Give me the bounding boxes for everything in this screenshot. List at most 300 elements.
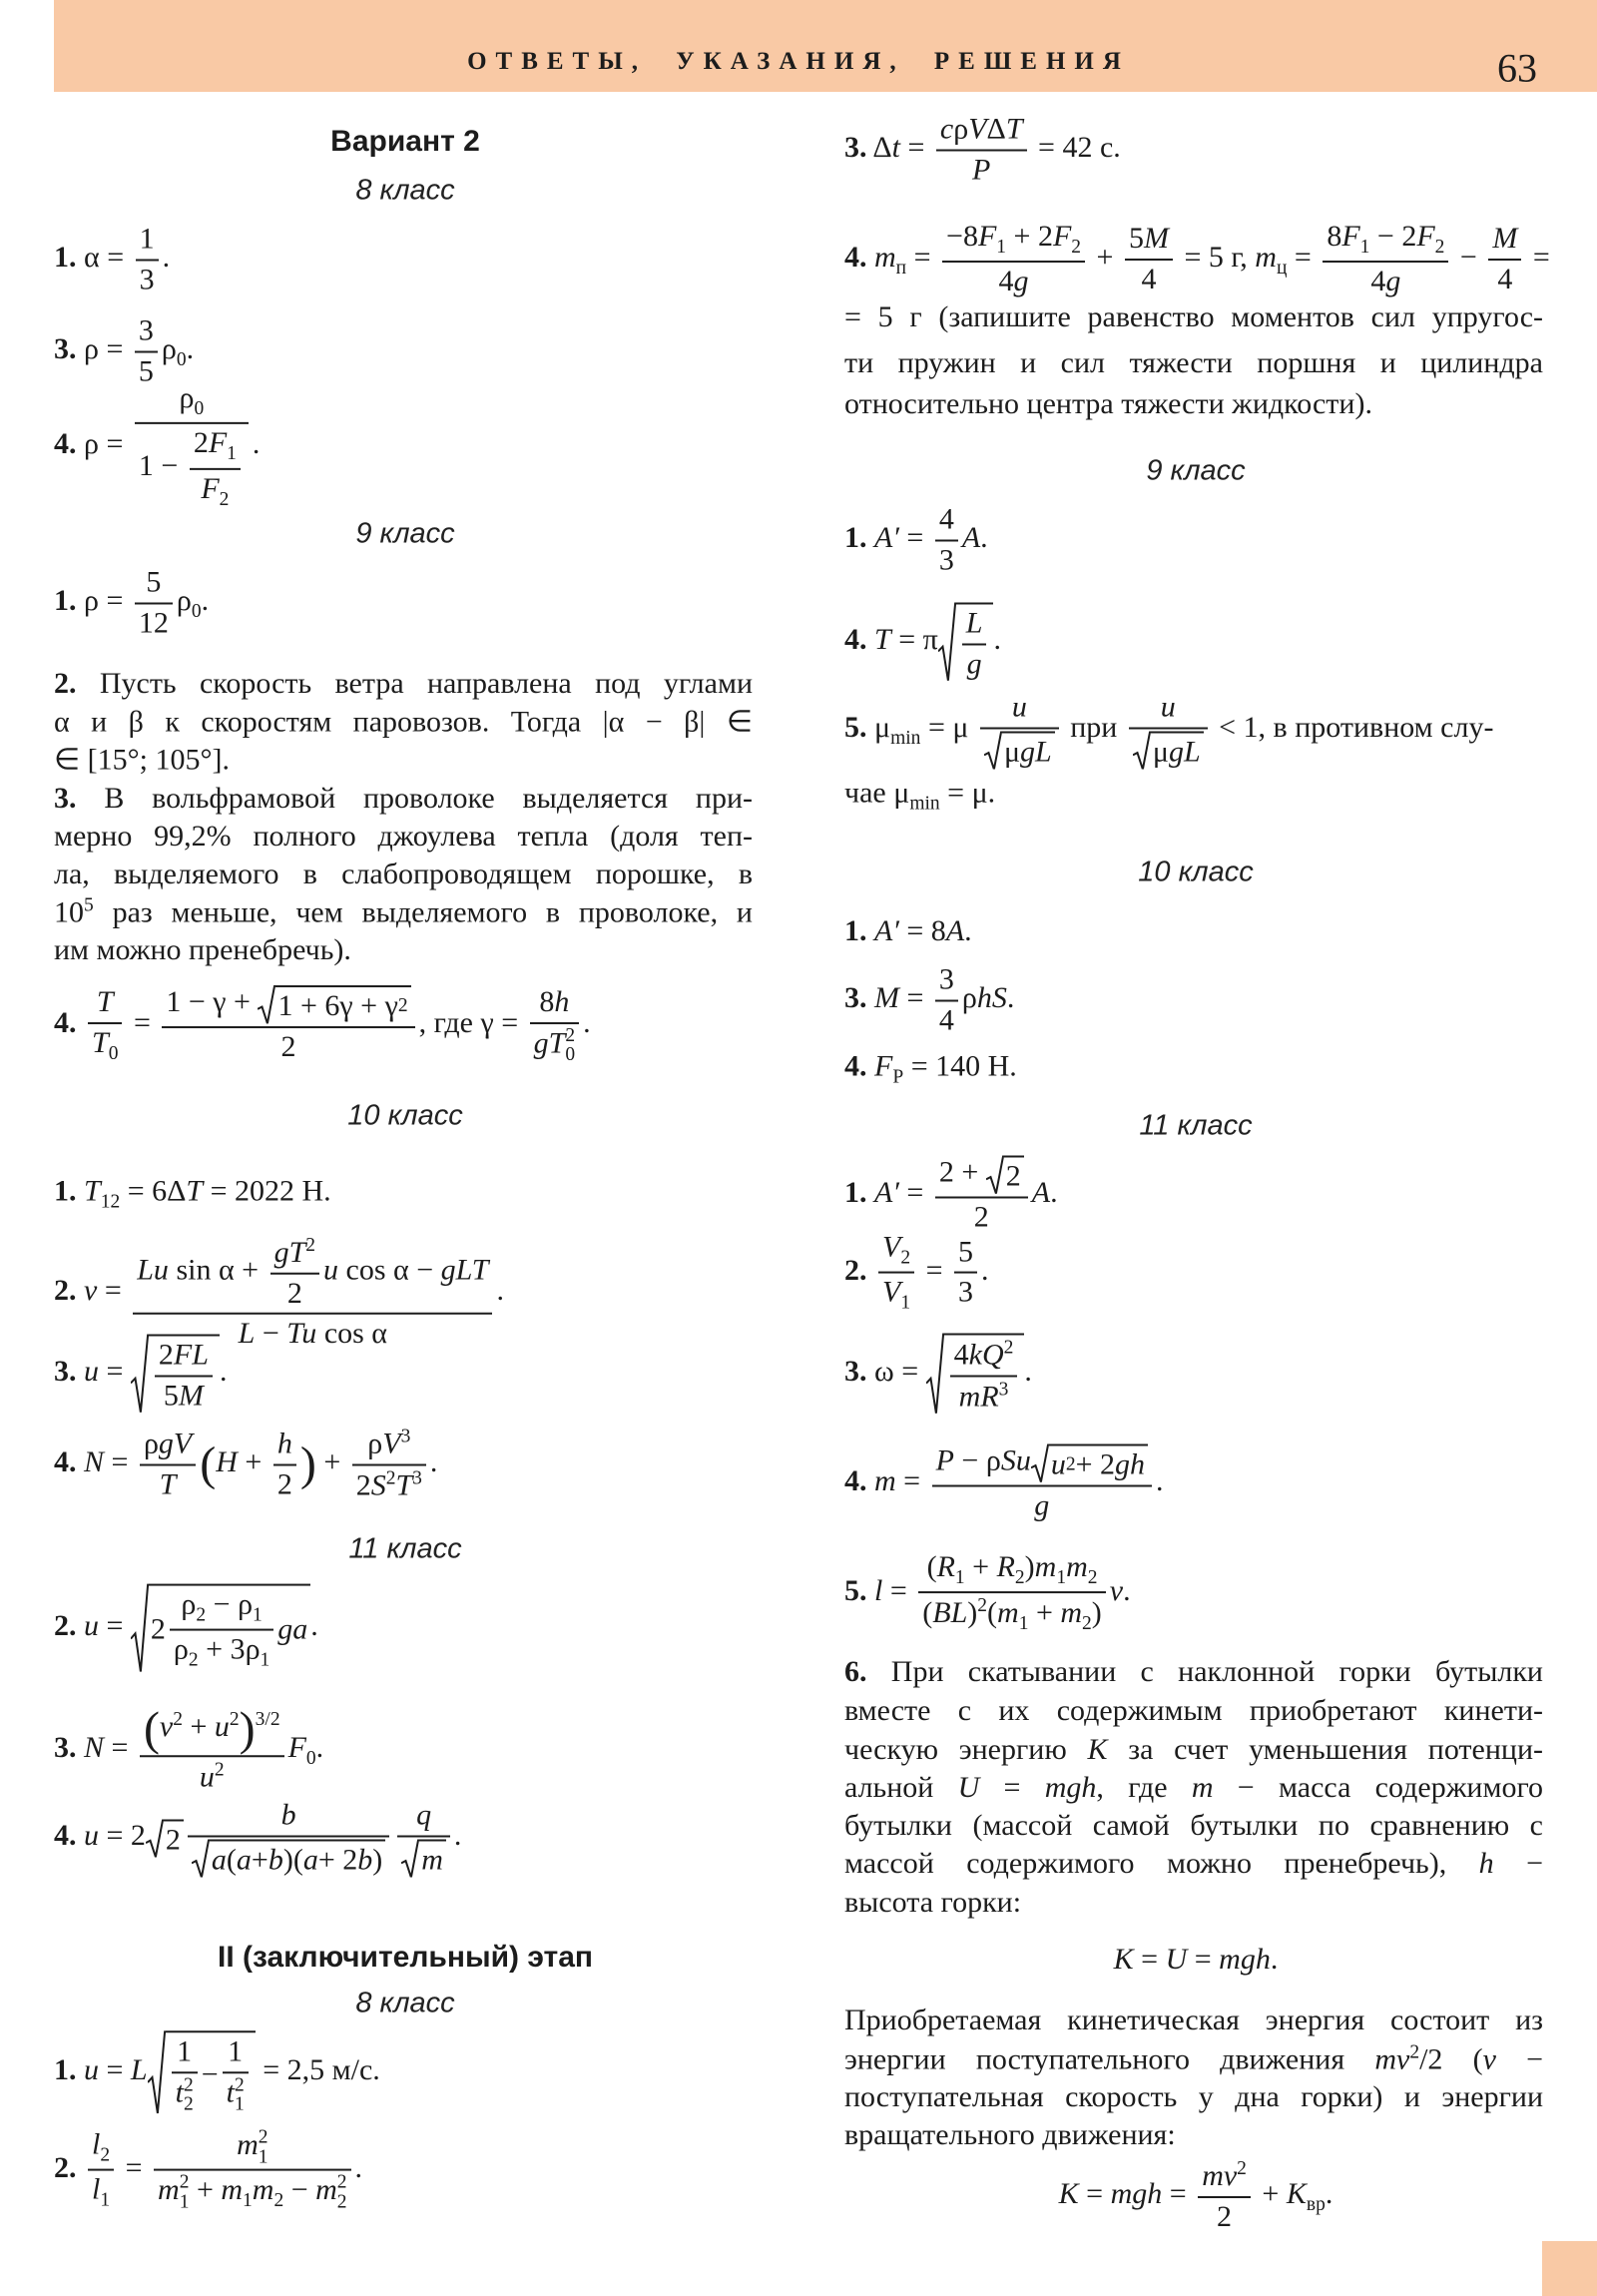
radical-sign-icon	[192, 1839, 210, 1878]
math-variable: K	[1087, 1733, 1108, 1766]
subscript: 2	[183, 2093, 194, 2115]
math-text: ρ	[161, 331, 177, 365]
math-variable: A	[1031, 1175, 1051, 1209]
numerator	[133, 1235, 492, 1315]
radical-sign-icon	[938, 603, 956, 682]
math-text: cos α	[316, 1316, 388, 1350]
math-text: =	[906, 240, 939, 274]
math-text: + 3ρ	[198, 1633, 261, 1666]
math-text: )	[967, 1596, 978, 1630]
denominator	[1323, 263, 1448, 299]
math-text	[77, 1819, 85, 1852]
math-text: .	[1155, 1463, 1164, 1497]
math-text: +	[251, 1843, 268, 1876]
math-variable: mv	[1374, 2042, 1410, 2076]
math-text: + 2	[317, 1843, 358, 1876]
numerator	[954, 1236, 977, 1275]
text-line	[844, 1655, 1543, 1689]
stage-title: II (заключительный) этап	[217, 1941, 594, 1974]
math-text: 3	[138, 313, 154, 347]
math-variable: T	[92, 1025, 109, 1059]
subscript: вр	[1306, 2193, 1326, 2215]
numerator	[936, 113, 1027, 152]
math-variable: Tu	[286, 1316, 317, 1350]
superscript: 2	[1409, 2041, 1420, 2063]
math-text: 2	[355, 1468, 371, 1501]
answer	[844, 1334, 1032, 1415]
item-number: 5.	[844, 1573, 867, 1607]
item-number: 1.	[54, 1174, 77, 1208]
denominator	[980, 729, 1059, 770]
math-text: ла, выделяемого в слабопроводящем порошке, в	[54, 858, 753, 890]
math-text: 4	[938, 502, 954, 536]
math-variable: l	[874, 1573, 883, 1607]
numerator	[188, 1799, 389, 1838]
math-text: бутылки (массой самой бутылки по сравнению с	[844, 1809, 1543, 1842]
math-text: =	[1187, 1943, 1220, 1976]
math-text: = μ.	[939, 776, 996, 810]
math-text: .	[1270, 1943, 1279, 1976]
math-text: .	[496, 1273, 504, 1307]
grade-heading: 11 класс	[1139, 1109, 1253, 1142]
fraction	[140, 1428, 196, 1502]
math-text: .	[980, 520, 988, 554]
denominator	[1198, 2198, 1251, 2235]
square-root	[148, 2030, 256, 2114]
math-text	[77, 1006, 85, 1039]
radical-sign-icon	[148, 2030, 166, 2114]
math-text: =	[104, 1444, 136, 1478]
math-text: 12	[138, 606, 169, 639]
math-variable: R	[936, 1550, 955, 1584]
denominator	[270, 1274, 319, 1311]
math-text: 1	[228, 2034, 244, 2068]
math-text: ω =	[866, 1354, 926, 1388]
answer	[54, 1584, 318, 1673]
math-variable: N	[84, 1730, 105, 1764]
square-root	[146, 1819, 184, 1857]
numerator	[140, 1428, 196, 1466]
math-text: = 140 Н.	[903, 1049, 1017, 1083]
subscript: 1	[1056, 1567, 1067, 1589]
math-text: 1 − γ +	[166, 985, 259, 1019]
denominator	[1129, 729, 1208, 770]
math-variable: m	[1060, 1596, 1083, 1630]
radicand	[166, 2030, 256, 2114]
math-text: +	[315, 1444, 348, 1478]
math-variable: T	[84, 1174, 101, 1208]
superscript: 2	[179, 2171, 190, 2193]
math-text: 2	[1005, 1159, 1021, 1193]
subscript: 1	[1359, 237, 1370, 259]
math-text: мерно 99,2% полного джоулева тепла (доля теп-	[54, 820, 753, 853]
answer	[54, 223, 170, 297]
fraction	[162, 985, 414, 1064]
numerator	[135, 314, 158, 353]
math-text: 2	[276, 1467, 292, 1500]
math-text: ρ	[176, 583, 192, 617]
square-root	[926, 1334, 1025, 1415]
numerator	[172, 2034, 198, 2073]
math-text: )	[372, 1843, 383, 1876]
math-variable: P	[935, 1443, 954, 1477]
numerator	[942, 220, 1085, 263]
item-number: 4.	[844, 240, 867, 274]
square-root	[984, 731, 1055, 770]
math-text: .	[583, 1005, 591, 1039]
numerator	[223, 2034, 249, 2073]
math-text: высота горки:	[844, 1886, 1022, 1919]
subscript: 0	[108, 1042, 119, 1064]
sub-superscript	[180, 2173, 190, 2212]
fraction	[88, 2128, 114, 2213]
numerator	[950, 1338, 1018, 1378]
math-variable: T	[874, 622, 891, 656]
math-text: 2	[973, 1200, 989, 1233]
fraction	[270, 1235, 319, 1311]
math-text: = 42 с.	[1030, 130, 1121, 164]
math-text: = 6Δ	[120, 1174, 187, 1208]
math-variable: BL	[932, 1596, 968, 1630]
superscript: 2	[385, 1467, 396, 1488]
math-text: .	[964, 914, 972, 947]
math-text: (	[922, 1596, 933, 1630]
fraction	[918, 1550, 1106, 1636]
math-text: 1	[177, 2034, 193, 2068]
math-text: =	[898, 1175, 931, 1209]
subscript: 0	[305, 1747, 316, 1769]
numerator	[1198, 2158, 1251, 2198]
math-text: =	[126, 1005, 159, 1039]
math-text: −	[255, 1316, 287, 1350]
math-text: = 5 г (запишите равенство моментов сил упругос-	[844, 300, 1543, 333]
math-variable: V	[382, 1427, 401, 1460]
answer	[54, 1702, 324, 1795]
sub-superscript	[184, 2075, 194, 2114]
answer	[844, 1550, 1131, 1636]
math-variable: h	[554, 985, 570, 1019]
fraction	[935, 963, 958, 1038]
math-variable: t	[226, 2075, 235, 2109]
fraction	[155, 1339, 213, 1414]
text-line	[844, 387, 1543, 421]
subscript: 1	[253, 1604, 263, 1626]
math-text: Δ	[986, 112, 1006, 146]
numerator	[397, 1799, 450, 1838]
fraction	[1198, 2158, 1251, 2234]
radicand	[1004, 1156, 1024, 1195]
math-text: =	[1287, 240, 1320, 274]
numerator	[935, 503, 958, 542]
math-variable: v	[159, 1710, 174, 1744]
math-variable: M	[178, 1379, 204, 1412]
text-line	[844, 2042, 1543, 2077]
denominator	[135, 604, 173, 641]
denominator	[162, 1028, 414, 1065]
square-root	[938, 603, 994, 682]
denominator	[950, 1377, 1018, 1415]
grade-heading: 11 класс	[348, 1532, 462, 1565]
math-variable: u	[84, 2052, 99, 2086]
item-number: 3.	[844, 130, 867, 164]
item-number: 1.	[844, 520, 867, 554]
math-variable: u	[1160, 690, 1176, 724]
math-variable: kQ	[968, 1338, 1004, 1372]
math-variable: Su	[1000, 1443, 1031, 1477]
math-text: =	[895, 1463, 928, 1497]
grade-heading: 9 класс	[355, 517, 455, 550]
item-number: 3.	[54, 331, 77, 365]
math-variable: hS	[976, 980, 1007, 1014]
numerator	[962, 607, 987, 646]
answer	[844, 113, 1121, 188]
math-text: поступательная скорость у дна горки) и энергии	[844, 2080, 1543, 2113]
grade-heading: 8 класс	[355, 174, 455, 207]
math-variable: h	[276, 1427, 292, 1460]
numerator	[273, 1428, 296, 1466]
item-number: 2.	[844, 1253, 867, 1287]
math-variable: F	[1052, 220, 1072, 254]
subscript: 1	[1018, 1613, 1029, 1635]
radicand	[275, 985, 410, 1024]
math-variable: A′	[874, 914, 899, 947]
math-text: − 2	[1369, 220, 1417, 254]
superscript: 2	[214, 1759, 225, 1781]
math-text: −	[201, 2057, 219, 2090]
math-variable: b	[267, 1843, 283, 1876]
text-line	[844, 2080, 1543, 2114]
math-variable: u	[84, 1354, 99, 1388]
math-variable: N	[84, 1444, 105, 1478]
subscript: 2	[1087, 1567, 1098, 1589]
numerator	[170, 1588, 273, 1631]
square-root	[986, 1156, 1024, 1195]
answer	[54, 2128, 362, 2213]
radicand	[956, 603, 994, 682]
math-text: − масса содержимого	[1213, 1771, 1544, 1804]
math-text: −	[1493, 1847, 1543, 1880]
fraction	[530, 985, 579, 1065]
fraction	[170, 1588, 273, 1673]
subscript: 1	[179, 2191, 190, 2213]
math-text: .	[1123, 1573, 1131, 1607]
math-text	[867, 623, 875, 656]
denominator	[530, 1024, 579, 1065]
numerator	[136, 223, 159, 262]
math-text: при	[1062, 710, 1125, 744]
subscript: 2	[336, 2191, 347, 2213]
math-variable: mgh	[1110, 2176, 1163, 2210]
item-number: 4.	[844, 1049, 867, 1083]
subscript: 0	[194, 397, 205, 419]
math-text: При скатывании с наклонной горки бутылки	[866, 1655, 1543, 1688]
text-line	[844, 1809, 1543, 1843]
subscript: 1	[243, 2189, 253, 2211]
math-text: =	[99, 2052, 131, 2086]
big-parenthesis: )	[299, 1437, 316, 1490]
denominator	[962, 645, 987, 682]
numerator	[88, 2128, 114, 2171]
math-text: −	[283, 2172, 316, 2206]
text-line	[844, 300, 1543, 334]
text-line	[844, 1847, 1543, 1881]
text-line	[54, 933, 753, 967]
radicand	[419, 1839, 446, 1878]
radicand	[164, 1819, 184, 1857]
math-variable: FL	[173, 1338, 209, 1372]
math-variable: m	[1066, 1550, 1088, 1584]
sub-superscript	[337, 2173, 347, 2212]
square-root	[192, 1839, 385, 1878]
math-text	[867, 1574, 875, 1607]
fraction	[1125, 222, 1173, 296]
fraction	[154, 2128, 351, 2213]
math-text: за счет уменьшения потенци-	[1107, 1733, 1543, 1766]
math-text: вместе с их содержимым приобретают кинети-	[844, 1694, 1543, 1727]
math-variable: F	[208, 426, 228, 460]
math-variable: gL	[1168, 735, 1201, 768]
denominator	[88, 1024, 122, 1065]
math-text: (	[987, 1596, 998, 1630]
subscript: 2	[273, 2189, 284, 2211]
superscript: 3	[412, 1467, 422, 1488]
math-text: .	[1050, 1175, 1058, 1209]
math-variable: l	[92, 2173, 101, 2206]
math-text: = 2022 Н.	[203, 1174, 331, 1208]
fraction	[135, 381, 249, 511]
fraction	[1129, 691, 1208, 770]
radical-sign-icon	[146, 1819, 164, 1857]
math-variable: m	[315, 2172, 337, 2206]
math-text: 8	[1327, 220, 1342, 254]
math-text: α и β к скоростям паровозов. Тогда |α − β| ∈	[54, 705, 753, 739]
item-number: 1.	[844, 914, 867, 947]
fraction	[190, 426, 241, 511]
math-variable: L	[965, 606, 983, 640]
math-text: +	[1254, 2176, 1287, 2210]
math-variable: m	[874, 240, 896, 274]
math-variable: P	[972, 153, 991, 186]
fraction	[273, 1428, 296, 1502]
item-number: 4.	[54, 426, 77, 460]
item-number: 3.	[54, 1354, 77, 1388]
numerator	[352, 1427, 426, 1466]
superscript: 5	[84, 894, 94, 916]
math-variable: m	[158, 2172, 180, 2206]
denominator	[935, 1001, 958, 1038]
denominator	[154, 2171, 351, 2213]
math-variable: g	[1385, 265, 1401, 298]
math-variable: m	[997, 1596, 1019, 1630]
math-text: < 1, в противном слу-	[1211, 710, 1494, 744]
math-text: 5	[1128, 222, 1144, 256]
math-variable: u	[1050, 1447, 1066, 1481]
denominator	[88, 2171, 114, 2212]
fraction	[936, 113, 1027, 188]
math-text: ρ	[367, 1427, 383, 1460]
denominator	[172, 2073, 198, 2114]
math-text: +	[189, 2172, 222, 2206]
math-text: 4	[938, 1003, 954, 1036]
answer	[54, 314, 194, 389]
math-text: + 2	[1006, 220, 1053, 254]
superscript: 2	[258, 2126, 268, 2148]
math-text: =	[118, 2150, 151, 2184]
grade-heading: 8 класс	[355, 1987, 455, 2019]
math-text: 4	[1141, 262, 1157, 295]
item-number: 1.	[54, 2052, 77, 2086]
math-variable: b	[280, 1798, 296, 1832]
math-text: =	[882, 1573, 915, 1607]
fraction	[135, 566, 173, 641]
denominator	[170, 1631, 273, 1672]
fraction	[878, 1231, 914, 1316]
math-variable: S	[370, 1468, 386, 1501]
fraction	[397, 1799, 450, 1878]
answer	[54, 2030, 380, 2114]
math-variable: R	[996, 1550, 1015, 1584]
math-variable: A	[945, 914, 965, 947]
answer	[54, 566, 209, 641]
fraction	[223, 2034, 249, 2114]
denominator	[1125, 261, 1173, 297]
math-variable: h	[1478, 1847, 1494, 1880]
item-number: 1.	[54, 240, 77, 274]
math-variable: v	[84, 1273, 98, 1307]
math-text: = 2,5 м/с.	[255, 2052, 380, 2086]
denominator	[932, 1486, 1152, 1523]
radical-sign-icon	[984, 731, 1002, 770]
math-variable: m	[221, 2172, 244, 2206]
subscript: 0	[176, 348, 187, 370]
math-text: μ	[1003, 735, 1021, 768]
numerator	[935, 963, 958, 1002]
subscript: 1	[260, 1650, 270, 1671]
math-text: 3	[958, 1276, 973, 1309]
denominator	[273, 1465, 296, 1502]
text-line	[844, 346, 1543, 380]
answer	[54, 1175, 331, 1214]
radical-sign-icon	[401, 1839, 419, 1878]
running-header-title: ОТВЕТЫ, УКАЗАНИЯ, РЕШЕНИЯ	[467, 48, 1130, 75]
math-text: 1	[139, 222, 155, 256]
math-variable: mgh	[1219, 1943, 1271, 1976]
math-text	[867, 1254, 875, 1287]
superscript: 2	[336, 2171, 347, 2193]
math-variable: K	[1058, 2176, 1079, 2210]
math-text: .	[429, 1444, 438, 1478]
math-text: = 8	[898, 914, 946, 947]
math-text: +	[237, 1444, 269, 1478]
math-variable: gT	[273, 1235, 306, 1269]
math-text: ρ =	[76, 331, 131, 365]
math-text: ρ =	[76, 583, 131, 617]
math-text: +	[1028, 1596, 1061, 1630]
math-text: 10	[54, 895, 84, 929]
math-text: 4	[998, 265, 1014, 298]
equation	[896, 2158, 1495, 2234]
math-variable: V	[882, 1276, 901, 1309]
math-text: 3	[938, 543, 954, 576]
math-text: =	[899, 980, 931, 1014]
subscript: 1	[996, 237, 1007, 259]
math-text: им можно пренебречь).	[54, 933, 351, 966]
radical-sign-icon	[926, 1334, 944, 1415]
math-text: = μ	[920, 710, 976, 744]
math-text: .	[310, 1608, 318, 1642]
fraction	[935, 503, 958, 578]
math-variable: u	[1011, 690, 1027, 724]
